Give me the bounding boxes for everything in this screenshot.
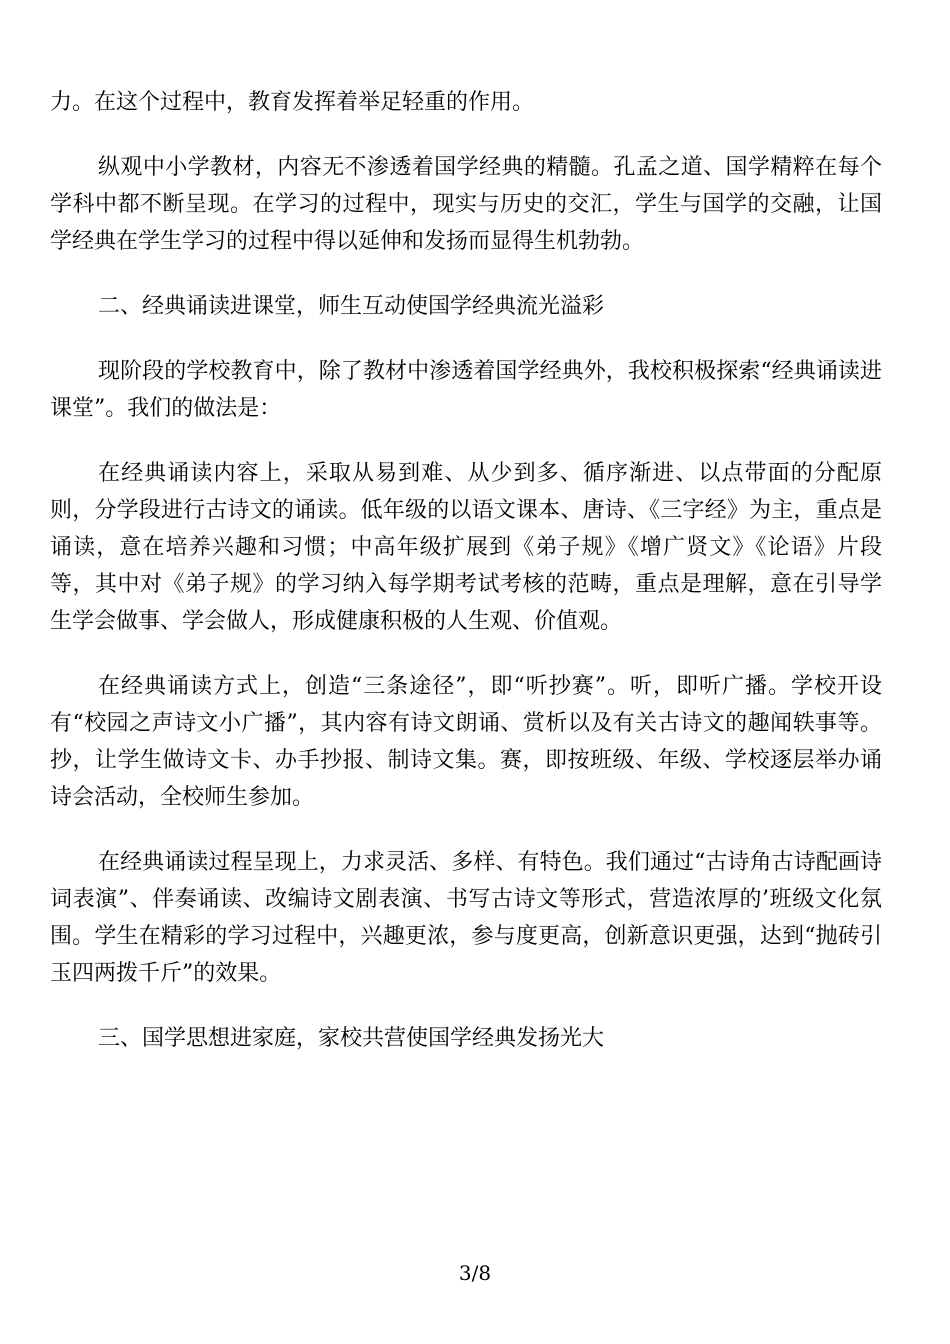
- paragraph-continuation: 力。在这个过程中，教育发挥着举足轻重的作用。: [50, 90, 535, 115]
- paragraph-reading-presentation: 在经典诵读过程呈现上，力求灵活、多样、有特色。我们通过“古诗角古诗配画诗词表演”、伴奏诵读、改编诗文剧表演、书写古诗文等形式，营造浓厚的’班级文化氛围。学生在精彩的学习过程中，兴趣更浓，参与度更高，创新意识更强，达到“抛砖引玉四两拨千斤”的效果。: [50, 850, 882, 986]
- paragraph-textbook-classics: 纵观中小学教材，内容无不渗透着国学经典的精髓。孔孟之道、国学精粹在每个学科中都不断呈现。在学习的过程中，现实与历史的交汇，学生与国学的交融，让国学经典在学生学习的过程中得以延伸和发扬而显得生机勃勃。: [50, 155, 882, 254]
- paragraph-reading-methods: 在经典诵读方式上，创造“三条途径”，即“听抄赛”。听，即听广播。学校开设有“校园之声诗文小广播”，其内容有诗文朗诵、赏析以及有关古诗文的趣闻轶事等。抄，让学生做诗文卡、办手抄报、制诗文集。赛，即按班级、年级、学校逐层举办诵诗会活动，全校师生参加。: [50, 674, 882, 810]
- paragraph-reading-content: 在经典诵读内容上，采取从易到难、从少到多、循序渐进、以点带面的分配原则，分学段进行古诗文的诵读。低年级的以语文课本、唐诗、《三字经》为主，重点是诵读，意在培养兴趣和习惯；中高年级扩展到《弟子规》《增广贤文》《论语》片段等，其中对《弟子规》的学习纳入每学期考试考核的范畴，重点是理解，意在引导学生学会做事、学会做人，形成健康积极的人生观、价值观。: [50, 461, 882, 634]
- section-heading-2: 二、经典诵读进课堂，师生互动使国学经典流光溢彩: [98, 294, 605, 319]
- paragraph-classroom-intro: 现阶段的学校教育中，除了教材中渗透着国学经典外，我校积极探索“经典诵读进课堂”。我们的做法是：: [50, 359, 882, 421]
- document-body: [50, 84, 882, 1057]
- page-number: 3/8: [458, 1261, 492, 1285]
- section-heading-3: 三、国学思想进家庭，家校共营使国学经典发扬光大: [98, 1026, 605, 1051]
